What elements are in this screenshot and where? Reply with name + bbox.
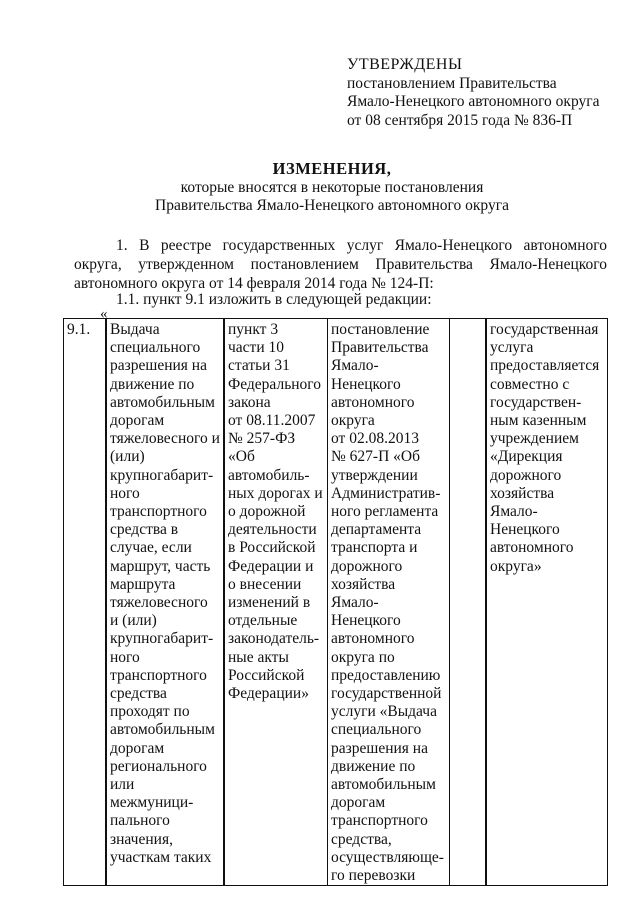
document-subtitle: Правительства Ямало-Ненецкого автономного округа <box>155 197 509 214</box>
approval-line: от 08 сентября 2015 года № 836-П <box>347 111 573 129</box>
cell-number <box>64 319 107 886</box>
opening-quote: « <box>100 306 108 322</box>
approval-line: постановлением Правительства <box>347 74 557 92</box>
table-row <box>64 319 608 886</box>
document-title: ИЗМЕНЕНИЯ, <box>272 159 392 178</box>
paragraph-1-text: 1. В реестре государственных услуг Ямало-Ненецкого автономного округа, утвержденном постановлением Правительства Ямало-Ненецкого автономного округа от 14 февраля 2014 года № 124-П: <box>74 237 607 292</box>
cell-regulation: постановление Правительства Ямало- Ненецкого автономного округа от 02.08.2013 № 627-П «Об утверждении Административ- ного регламента департамента транспорта и дорожного хозяйства Ямало- Ненецкого автономного округа по предоставлению государственной услуги «Выдача специального разрешения на движение по автомобильным дорогам транспортного средства, осуществляюще- го перевозки <box>328 319 450 886</box>
approval-line: Ямало-Ненецкого автономного округа <box>347 93 600 110</box>
paragraph-1 <box>74 236 607 293</box>
cell-service-name: Выдача специального разрешения на движение по автомобильным дорогам тяжеловесного и (или) крупногабарит- ного транспортного средства в случае, если маршрут, часть маршрута тяжеловесного и (или) крупногабарит- ного транспортного средства проходят по автомобильным дорогам регионального или межмуници- пального значения, участкам таких <box>106 319 224 886</box>
cell-empty <box>450 319 487 886</box>
cell-note: государственная услуга предоставляется совместно с государствен- ным казенным учреждением «Дирекция дорожного хозяйства Ямало- Ненецкого автономного округа» <box>486 319 608 886</box>
document-subtitle: которые вносятся в некоторые постановления <box>180 178 484 196</box>
approval-block <box>347 56 599 130</box>
cell-legal-basis: пункт 3 части 10 статьи 31 Федерального закона от 08.11.2007 № 257-ФЗ «Об автомобиль- ных дорогах и о дорожной деятельности в Российской Федерации и о внесении изменений в отдельные законодатель- ные акты Российской Федерации» <box>224 319 328 886</box>
document-title-block <box>0 160 640 216</box>
registry-table <box>63 318 608 886</box>
cell-number-text: 9.1. <box>67 321 91 338</box>
paragraph-2: 1.1. пункт 9.1 изложить в следующей редакции: <box>116 291 432 308</box>
approval-heading: УТВЕРЖДЕНЫ <box>347 56 463 73</box>
